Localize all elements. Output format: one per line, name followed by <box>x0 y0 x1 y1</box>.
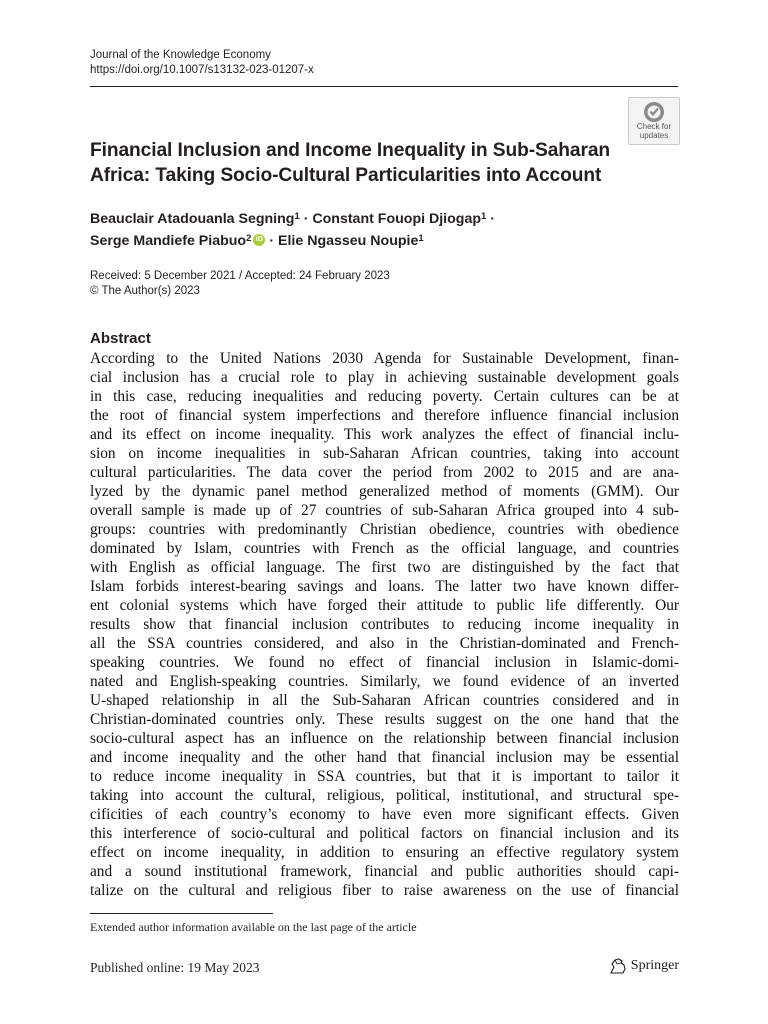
author-name[interactable]: Constant Fouopi Djiogap <box>312 211 482 227</box>
abstract-line: in this case, reducing inequalities and reducing poverty. Certain cultures can be at <box>90 388 679 406</box>
orcid-icon[interactable]: iD <box>253 234 265 246</box>
published-date: Published online: 19 May 2023 <box>90 960 260 975</box>
abstract-line: ent colonial systems which have forged their attitude to public life differently. Our <box>90 597 679 615</box>
check-for-updates-badge[interactable] <box>628 97 680 145</box>
publisher-logo <box>609 958 679 974</box>
abstract-line: talize on the cultural and religious fiber to raise awareness on the use of financial <box>90 882 679 900</box>
springer-horse-icon <box>609 958 627 974</box>
doi-link[interactable]: https://doi.org/10.1007/s13132-023-01207-x <box>90 64 314 76</box>
author-separator: · <box>299 211 313 227</box>
abstract-line: and a sound institutional framework, financial and public authorities should capi- <box>90 863 679 881</box>
abstract-body <box>90 349 679 900</box>
abstract-line: nated and English-speaking countries. Similarly, we found evidence of an inverted <box>90 673 679 691</box>
abstract-line: Christian-dominated countries only. These results suggest on the one hand that the <box>90 711 679 729</box>
abstract-line: speaking countries. We found no effect of financial inclusion in Islamic-domi- <box>90 654 679 672</box>
abstract-line: According to the United Nations 2030 Agenda for Sustainable Development, finan- <box>90 350 679 367</box>
abstract-line: cificities of each country’s economy to have even more significant effects. Given <box>90 806 679 824</box>
abstract-heading: Abstract <box>90 330 151 347</box>
received-accepted-dates: Received: 5 December 2021 / Accepted: 24 February 2023 <box>90 270 390 282</box>
title-line: Financial Inclusion and Income Inequality in Sub-Saharan <box>90 140 611 161</box>
affiliation-marker: 1 <box>418 233 424 244</box>
copyright-notice: © The Author(s) 2023 <box>90 285 200 297</box>
abstract-line: and its effect on income inequality. This work analyzes the effect of financial inclu- <box>90 426 679 444</box>
abstract-line: overall sample is made up of 27 countries of sub-Saharan Africa grouped into 4 sub- <box>90 502 679 520</box>
abstract-line: all the SSA countries considered, and also in the Christian-dominated and French- <box>90 635 679 653</box>
abstract-line: and income inequality and the other hand that financial inclusion may be essential <box>90 749 679 767</box>
title-line: Africa: Taking Socio-Cultural Particularities into Account <box>90 165 602 186</box>
journal-name: Journal of the Knowledge Economy <box>90 49 271 61</box>
abstract-line: to reduce income inequality in SSA countries, but that it is important to tailor it <box>90 768 679 786</box>
check-for-updates-icon <box>643 101 665 123</box>
article-title <box>90 138 620 188</box>
header-rule <box>90 86 678 87</box>
abstract-line: cial inclusion has a crucial role to play in achieving sustainable development goals <box>90 369 679 387</box>
author-separator: · <box>265 233 279 249</box>
affiliation-marker: 1 <box>294 211 300 222</box>
affiliation-marker: 2 <box>246 233 252 244</box>
author-separator: · <box>486 211 495 227</box>
publisher-name: Springer <box>630 958 679 973</box>
abstract-line: socio-cultural aspect has an influence on the relationship between financial inclusion <box>90 730 679 748</box>
abstract-line: dominated by Islam, countries with French as the official language, and countries <box>90 540 679 558</box>
footnote: Extended author information available on the last page of the article <box>90 920 417 934</box>
author-name[interactable]: Beauclair Atadouanla Segning <box>90 211 295 227</box>
author-name[interactable]: Serge Mandiefe Piabuo <box>90 233 247 249</box>
abstract-line: taking into account the cultural, religious, political, institutional, and structural spe- <box>90 787 679 805</box>
author-line <box>90 208 650 230</box>
affiliation-marker: 1 <box>481 211 487 222</box>
abstract-line: the root of financial system imperfections and therefore influence financial inclusion <box>90 407 679 425</box>
check-for-updates-line2: updates <box>639 130 669 140</box>
abstract-line: cultural particularities. The data cover the period from 2002 to 2015 and are ana- <box>90 464 679 482</box>
abstract-line: with English as official language. The first two are distinguished by the fact that <box>90 559 679 577</box>
check-for-updates-line1: Check for <box>636 122 672 131</box>
abstract-line: Islam forbids interest-bearing savings and loans. The latter two have known differ- <box>90 578 679 596</box>
author-list <box>90 208 650 252</box>
abstract-line: groups: countries with predominantly Christian obedience, countries with obedience <box>90 521 679 539</box>
abstract-line: results show that financial inclusion contributes to reducing income inequality in <box>90 616 679 634</box>
journal-header <box>90 48 314 78</box>
abstract-line: effect on income inequality, in addition to ensuring an effective regulatory system <box>90 844 679 862</box>
author-name[interactable]: Elie Ngasseu Noupie <box>278 233 419 249</box>
abstract-line: this interference of socio-cultural and political factors on financial inclusion and its <box>90 825 679 843</box>
article-dates <box>90 269 390 299</box>
abstract-line: lyzed by the dynamic panel method generalized method of moments (GMM). Our <box>90 483 679 501</box>
abstract-line: U-shaped relationship in all the Sub-Saharan African countries considered and in <box>90 692 679 710</box>
author-line <box>90 230 650 252</box>
abstract-line: sion on income inequalities in sub-Saharan African countries, taking into account <box>90 445 679 463</box>
footnote-rule <box>90 913 273 914</box>
